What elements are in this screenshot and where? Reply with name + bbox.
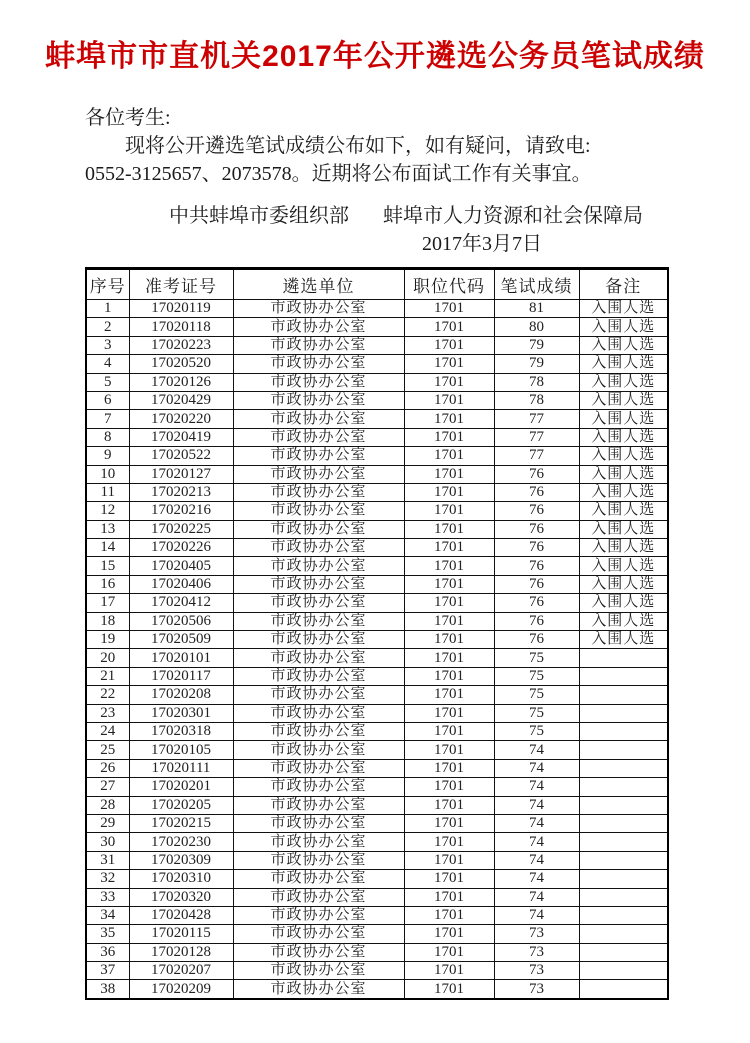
- table-row: [86, 833, 668, 851]
- cell-code: 1701: [404, 814, 494, 832]
- cell-score: 74: [494, 796, 579, 814]
- cell-ticket: 17020101: [129, 649, 233, 667]
- cell-unit: 市政协办公室: [233, 943, 404, 961]
- header-ticket: 准考证号: [129, 269, 233, 300]
- table-row: [86, 465, 668, 483]
- cell-unit: 市政协办公室: [233, 557, 404, 575]
- cell-ticket: 17020201: [129, 778, 233, 796]
- cell-ticket: 17020405: [129, 557, 233, 575]
- cell-code: 1701: [404, 888, 494, 906]
- cell-remark: 入围人选: [579, 447, 668, 465]
- cell-score: 76: [494, 631, 579, 649]
- cell-remark: [579, 814, 668, 832]
- cell-code: 1701: [404, 778, 494, 796]
- table-row: [86, 704, 668, 722]
- cell-remark: 入围人选: [579, 410, 668, 428]
- cell-remark: 入围人选: [579, 612, 668, 630]
- cell-unit: 市政协办公室: [233, 355, 404, 373]
- cell-remark: [579, 796, 668, 814]
- table-row: [86, 667, 668, 685]
- cell-no: 28: [86, 796, 129, 814]
- cell-remark: [579, 980, 668, 999]
- header-unit: 遴选单位: [233, 269, 404, 300]
- cell-ticket: 17020301: [129, 704, 233, 722]
- cell-no: 10: [86, 465, 129, 483]
- table-row: [86, 447, 668, 465]
- table-row: [86, 686, 668, 704]
- notice-body: [85, 104, 667, 188]
- cell-unit: 市政协办公室: [233, 575, 404, 593]
- table-row: [86, 722, 668, 740]
- cell-score: 76: [494, 575, 579, 593]
- cell-code: 1701: [404, 943, 494, 961]
- results-table-body: [86, 300, 668, 999]
- cell-code: 1701: [404, 575, 494, 593]
- table-row: [86, 520, 668, 538]
- cell-ticket: 17020220: [129, 410, 233, 428]
- cell-no: 27: [86, 778, 129, 796]
- cell-score: 77: [494, 410, 579, 428]
- cell-unit: 市政协办公室: [233, 686, 404, 704]
- cell-score: 74: [494, 851, 579, 869]
- table-row: [86, 925, 668, 943]
- cell-code: 1701: [404, 796, 494, 814]
- header-code: 职位代码: [404, 269, 494, 300]
- header-remark: 备注: [579, 269, 668, 300]
- cell-remark: [579, 906, 668, 924]
- cell-unit: 市政协办公室: [233, 391, 404, 409]
- greeting-text: 各位考生:: [85, 107, 171, 129]
- cell-code: 1701: [404, 502, 494, 520]
- cell-score: 76: [494, 539, 579, 557]
- table-row: [86, 814, 668, 832]
- cell-ticket: 17020117: [129, 667, 233, 685]
- cell-ticket: 17020429: [129, 391, 233, 409]
- table-row: [86, 631, 668, 649]
- table-row: [86, 373, 668, 391]
- cell-remark: 入围人选: [579, 428, 668, 446]
- table-row: [86, 300, 668, 318]
- cell-code: 1701: [404, 612, 494, 630]
- cell-no: 22: [86, 686, 129, 704]
- table-row: [86, 428, 668, 446]
- cell-unit: 市政协办公室: [233, 410, 404, 428]
- cell-unit: 市政协办公室: [233, 631, 404, 649]
- cell-unit: 市政协办公室: [233, 980, 404, 999]
- table-row: [86, 759, 668, 777]
- cell-code: 1701: [404, 980, 494, 999]
- cell-unit: 市政协办公室: [233, 318, 404, 336]
- cell-remark: 入围人选: [579, 575, 668, 593]
- table-row: [86, 649, 668, 667]
- cell-ticket: 17020318: [129, 722, 233, 740]
- cell-unit: 市政协办公室: [233, 373, 404, 391]
- cell-remark: [579, 943, 668, 961]
- table-row: [86, 355, 668, 373]
- cell-score: 75: [494, 686, 579, 704]
- cell-no: 32: [86, 870, 129, 888]
- notice-line-1: 现将公开遴选笔试成绩公布如下，如有疑问，请致电:: [125, 135, 591, 157]
- table-row: [86, 962, 668, 980]
- cell-remark: 入围人选: [579, 539, 668, 557]
- cell-score: 75: [494, 667, 579, 685]
- cell-remark: [579, 851, 668, 869]
- cell-unit: 市政协办公室: [233, 667, 404, 685]
- cell-score: 79: [494, 336, 579, 354]
- cell-ticket: 17020105: [129, 741, 233, 759]
- cell-ticket: 17020406: [129, 575, 233, 593]
- cell-ticket: 17020119: [129, 300, 233, 318]
- cell-unit: 市政协办公室: [233, 870, 404, 888]
- cell-unit: 市政协办公室: [233, 851, 404, 869]
- table-row: [86, 539, 668, 557]
- cell-ticket: 17020118: [129, 318, 233, 336]
- cell-unit: 市政协办公室: [233, 906, 404, 924]
- cell-score: 78: [494, 373, 579, 391]
- signature-org-1: 中共蚌埠市委组织部: [169, 205, 349, 227]
- cell-remark: [579, 649, 668, 667]
- cell-no: 15: [86, 557, 129, 575]
- cell-score: 73: [494, 980, 579, 999]
- table-row: [86, 870, 668, 888]
- table-row: [86, 612, 668, 630]
- cell-code: 1701: [404, 925, 494, 943]
- cell-code: 1701: [404, 391, 494, 409]
- table-row: [86, 796, 668, 814]
- notice-line-2: 0552-3125657、2073578。近期将公布面试工作有关事宜。: [85, 163, 592, 185]
- cell-code: 1701: [404, 667, 494, 685]
- cell-code: 1701: [404, 355, 494, 373]
- cell-unit: 市政协办公室: [233, 649, 404, 667]
- cell-score: 74: [494, 741, 579, 759]
- cell-ticket: 17020522: [129, 447, 233, 465]
- cell-no: 29: [86, 814, 129, 832]
- cell-score: 79: [494, 355, 579, 373]
- cell-no: 25: [86, 741, 129, 759]
- cell-remark: [579, 870, 668, 888]
- cell-code: 1701: [404, 741, 494, 759]
- cell-score: 76: [494, 502, 579, 520]
- cell-ticket: 17020310: [129, 870, 233, 888]
- cell-remark: [579, 759, 668, 777]
- cell-unit: 市政协办公室: [233, 925, 404, 943]
- cell-no: 23: [86, 704, 129, 722]
- cell-score: 74: [494, 814, 579, 832]
- table-row: [86, 741, 668, 759]
- cell-unit: 市政协办公室: [233, 447, 404, 465]
- cell-ticket: 17020230: [129, 833, 233, 851]
- cell-unit: 市政协办公室: [233, 722, 404, 740]
- cell-code: 1701: [404, 557, 494, 575]
- cell-ticket: 17020520: [129, 355, 233, 373]
- cell-code: 1701: [404, 962, 494, 980]
- cell-unit: 市政协办公室: [233, 502, 404, 520]
- cell-no: 7: [86, 410, 129, 428]
- cell-unit: 市政协办公室: [233, 539, 404, 557]
- cell-no: 17: [86, 594, 129, 612]
- signature-orgs: [0, 202, 750, 230]
- cell-score: 77: [494, 428, 579, 446]
- cell-unit: 市政协办公室: [233, 428, 404, 446]
- cell-code: 1701: [404, 465, 494, 483]
- cell-remark: [579, 925, 668, 943]
- cell-no: 12: [86, 502, 129, 520]
- cell-unit: 市政协办公室: [233, 520, 404, 538]
- cell-no: 33: [86, 888, 129, 906]
- results-table-header: [86, 269, 668, 300]
- cell-remark: 入围人选: [579, 318, 668, 336]
- cell-code: 1701: [404, 631, 494, 649]
- cell-ticket: 17020205: [129, 796, 233, 814]
- cell-score: 74: [494, 833, 579, 851]
- cell-score: 73: [494, 943, 579, 961]
- cell-ticket: 17020126: [129, 373, 233, 391]
- cell-score: 74: [494, 888, 579, 906]
- cell-unit: 市政协办公室: [233, 888, 404, 906]
- cell-no: 30: [86, 833, 129, 851]
- cell-score: 75: [494, 649, 579, 667]
- cell-code: 1701: [404, 833, 494, 851]
- header-row: [86, 269, 668, 300]
- table-row: [86, 575, 668, 593]
- page-title: 蚌埠市市直机关2017年公开遴选公务员笔试成绩: [45, 40, 705, 73]
- signature-date: 2017年3月7日: [422, 233, 542, 255]
- cell-code: 1701: [404, 520, 494, 538]
- cell-code: 1701: [404, 851, 494, 869]
- cell-unit: 市政协办公室: [233, 814, 404, 832]
- cell-ticket: 17020215: [129, 814, 233, 832]
- cell-no: 31: [86, 851, 129, 869]
- cell-unit: 市政协办公室: [233, 741, 404, 759]
- cell-unit: 市政协办公室: [233, 796, 404, 814]
- cell-code: 1701: [404, 300, 494, 318]
- cell-ticket: 17020115: [129, 925, 233, 943]
- cell-no: 38: [86, 980, 129, 999]
- cell-remark: 入围人选: [579, 483, 668, 501]
- cell-ticket: 17020208: [129, 686, 233, 704]
- table-row: [86, 594, 668, 612]
- cell-code: 1701: [404, 447, 494, 465]
- table-row: [86, 888, 668, 906]
- cell-remark: [579, 833, 668, 851]
- cell-remark: [579, 704, 668, 722]
- cell-score: 75: [494, 722, 579, 740]
- cell-score: 76: [494, 612, 579, 630]
- cell-ticket: 17020207: [129, 962, 233, 980]
- cell-remark: 入围人选: [579, 520, 668, 538]
- cell-no: 14: [86, 539, 129, 557]
- cell-remark: [579, 888, 668, 906]
- cell-unit: 市政协办公室: [233, 778, 404, 796]
- cell-remark: [579, 667, 668, 685]
- cell-no: 36: [86, 943, 129, 961]
- cell-code: 1701: [404, 483, 494, 501]
- cell-ticket: 17020320: [129, 888, 233, 906]
- table-row: [86, 502, 668, 520]
- cell-remark: 入围人选: [579, 631, 668, 649]
- cell-no: 26: [86, 759, 129, 777]
- cell-score: 74: [494, 906, 579, 924]
- cell-ticket: 17020225: [129, 520, 233, 538]
- cell-no: 16: [86, 575, 129, 593]
- cell-unit: 市政协办公室: [233, 465, 404, 483]
- cell-no: 5: [86, 373, 129, 391]
- cell-ticket: 17020412: [129, 594, 233, 612]
- cell-no: 37: [86, 962, 129, 980]
- cell-code: 1701: [404, 336, 494, 354]
- cell-score: 74: [494, 778, 579, 796]
- cell-no: 2: [86, 318, 129, 336]
- cell-ticket: 17020209: [129, 980, 233, 999]
- cell-ticket: 17020506: [129, 612, 233, 630]
- cell-remark: 入围人选: [579, 502, 668, 520]
- cell-score: 74: [494, 870, 579, 888]
- cell-code: 1701: [404, 594, 494, 612]
- cell-no: 4: [86, 355, 129, 373]
- cell-ticket: 17020128: [129, 943, 233, 961]
- cell-remark: 入围人选: [579, 373, 668, 391]
- cell-no: 35: [86, 925, 129, 943]
- cell-code: 1701: [404, 906, 494, 924]
- table-row: [86, 410, 668, 428]
- table-row: [86, 318, 668, 336]
- cell-unit: 市政协办公室: [233, 962, 404, 980]
- cell-score: 76: [494, 465, 579, 483]
- cell-remark: 入围人选: [579, 594, 668, 612]
- cell-unit: 市政协办公室: [233, 300, 404, 318]
- cell-score: 81: [494, 300, 579, 318]
- table-row: [86, 980, 668, 999]
- table-row: [86, 336, 668, 354]
- cell-score: 76: [494, 483, 579, 501]
- cell-code: 1701: [404, 870, 494, 888]
- cell-remark: 入围人选: [579, 300, 668, 318]
- cell-ticket: 17020213: [129, 483, 233, 501]
- cell-remark: [579, 686, 668, 704]
- cell-code: 1701: [404, 759, 494, 777]
- cell-remark: [579, 778, 668, 796]
- table-row: [86, 391, 668, 409]
- cell-ticket: 17020216: [129, 502, 233, 520]
- table-row: [86, 851, 668, 869]
- cell-score: 76: [494, 520, 579, 538]
- cell-unit: 市政协办公室: [233, 833, 404, 851]
- cell-unit: 市政协办公室: [233, 483, 404, 501]
- header-score: 笔试成绩: [494, 269, 579, 300]
- cell-no: 13: [86, 520, 129, 538]
- cell-score: 80: [494, 318, 579, 336]
- table-row: [86, 557, 668, 575]
- cell-remark: [579, 962, 668, 980]
- cell-remark: 入围人选: [579, 355, 668, 373]
- cell-ticket: 17020509: [129, 631, 233, 649]
- cell-score: 76: [494, 594, 579, 612]
- table-row: [86, 778, 668, 796]
- cell-score: 75: [494, 704, 579, 722]
- cell-ticket: 17020127: [129, 465, 233, 483]
- cell-score: 78: [494, 391, 579, 409]
- cell-no: 3: [86, 336, 129, 354]
- cell-remark: [579, 722, 668, 740]
- cell-no: 8: [86, 428, 129, 446]
- cell-no: 18: [86, 612, 129, 630]
- cell-code: 1701: [404, 410, 494, 428]
- cell-remark: 入围人选: [579, 557, 668, 575]
- header-no: 序号: [86, 269, 129, 300]
- signature-org-2: 蚌埠市人力资源和社会保障局: [383, 205, 643, 227]
- cell-unit: 市政协办公室: [233, 612, 404, 630]
- cell-score: 74: [494, 759, 579, 777]
- cell-code: 1701: [404, 373, 494, 391]
- cell-no: 9: [86, 447, 129, 465]
- cell-code: 1701: [404, 686, 494, 704]
- cell-code: 1701: [404, 649, 494, 667]
- cell-ticket: 17020226: [129, 539, 233, 557]
- cell-ticket: 17020111: [129, 759, 233, 777]
- cell-remark: 入围人选: [579, 391, 668, 409]
- cell-ticket: 17020309: [129, 851, 233, 869]
- cell-unit: 市政协办公室: [233, 594, 404, 612]
- cell-unit: 市政协办公室: [233, 759, 404, 777]
- results-table: [85, 267, 669, 1000]
- cell-no: 20: [86, 649, 129, 667]
- cell-unit: 市政协办公室: [233, 704, 404, 722]
- table-row: [86, 483, 668, 501]
- cell-score: 76: [494, 557, 579, 575]
- cell-no: 34: [86, 906, 129, 924]
- cell-no: 21: [86, 667, 129, 685]
- cell-code: 1701: [404, 318, 494, 336]
- cell-score: 73: [494, 925, 579, 943]
- table-row: [86, 943, 668, 961]
- cell-no: 11: [86, 483, 129, 501]
- cell-no: 1: [86, 300, 129, 318]
- cell-code: 1701: [404, 428, 494, 446]
- cell-unit: 市政协办公室: [233, 336, 404, 354]
- cell-ticket: 17020428: [129, 906, 233, 924]
- cell-code: 1701: [404, 704, 494, 722]
- cell-score: 73: [494, 962, 579, 980]
- cell-no: 24: [86, 722, 129, 740]
- cell-code: 1701: [404, 722, 494, 740]
- cell-score: 77: [494, 447, 579, 465]
- cell-ticket: 17020223: [129, 336, 233, 354]
- table-row: [86, 906, 668, 924]
- cell-code: 1701: [404, 539, 494, 557]
- cell-no: 6: [86, 391, 129, 409]
- cell-no: 19: [86, 631, 129, 649]
- cell-ticket: 17020419: [129, 428, 233, 446]
- cell-remark: [579, 741, 668, 759]
- cell-remark: 入围人选: [579, 465, 668, 483]
- cell-remark: 入围人选: [579, 336, 668, 354]
